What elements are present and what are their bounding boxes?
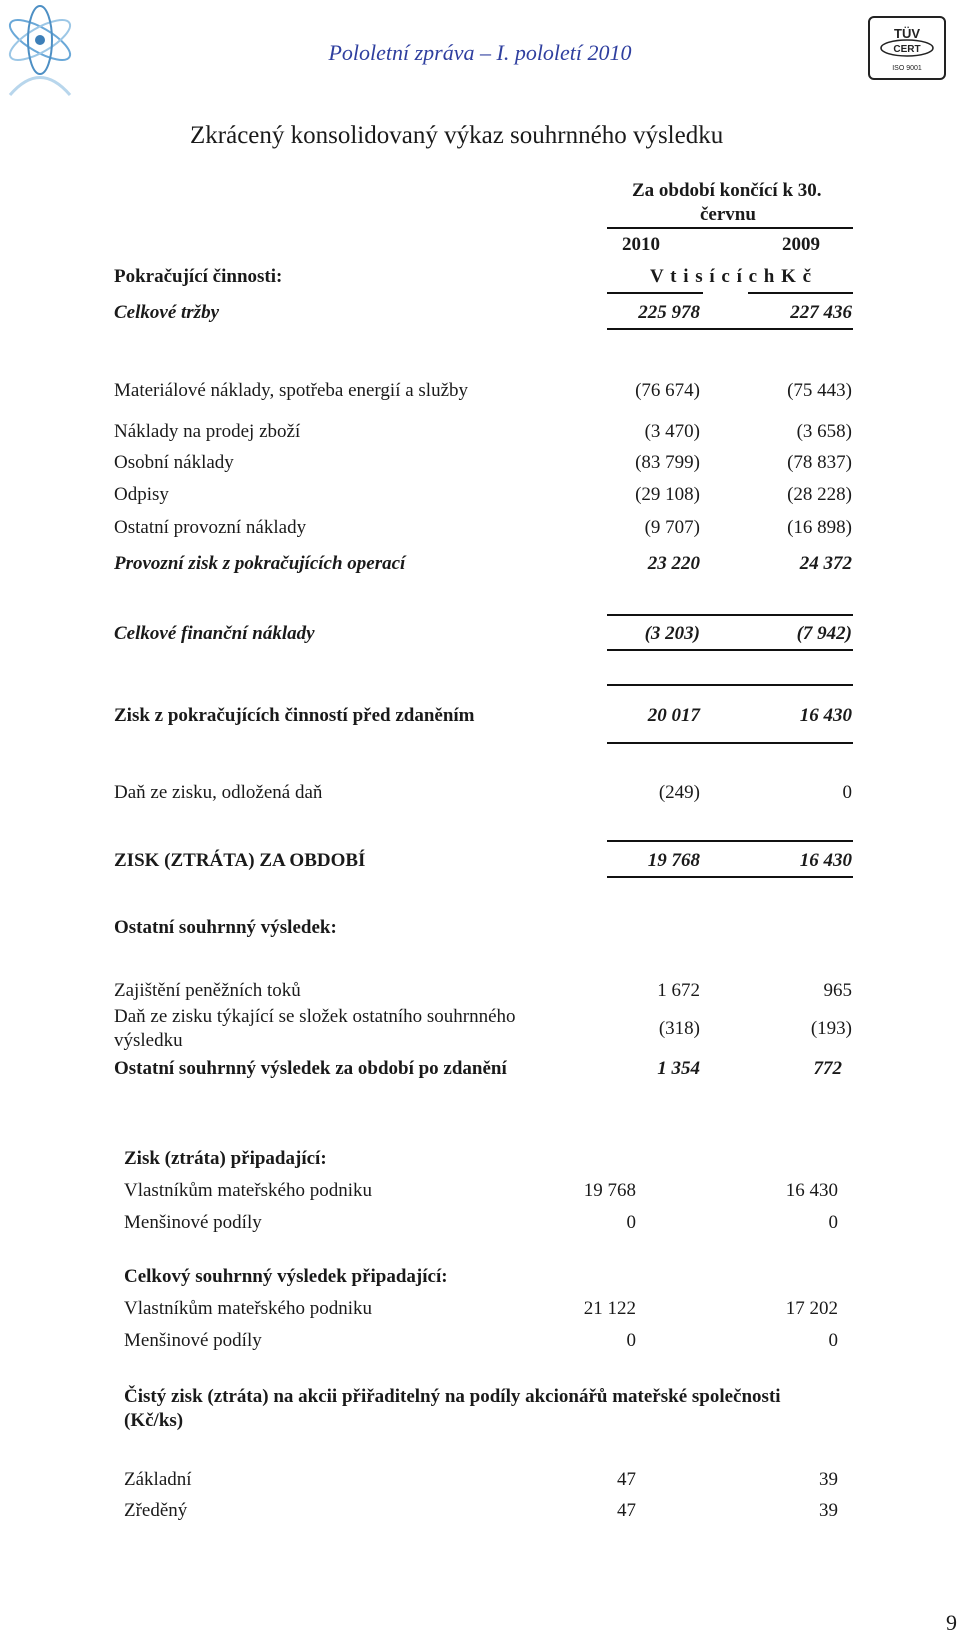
row-label: Vlastníkům mateřského podniku bbox=[124, 1180, 373, 1201]
value-2009: (28 228) bbox=[787, 484, 852, 505]
value-2010: 20 017 bbox=[647, 705, 700, 726]
row-label: Základní bbox=[124, 1469, 192, 1490]
value-2010: (83 799) bbox=[635, 452, 700, 473]
eps-heading-line1: Čistý zisk (ztráta) na akcii přiřaditelný na podíly akcionářů mateřské společnosti bbox=[124, 1386, 781, 1407]
row-label: Materiálové náklady, spotřeba energií a služby bbox=[114, 380, 469, 401]
value-2010: 23 220 bbox=[647, 553, 700, 574]
value-2009: (7 942) bbox=[796, 623, 852, 644]
row-label: ZISK (ZTRÁTA) ZA OBDOBÍ bbox=[114, 850, 366, 871]
value-2009: 16 430 bbox=[799, 705, 852, 726]
row-label: Vlastníkům mateřského podniku bbox=[124, 1298, 373, 1319]
rule bbox=[607, 742, 853, 744]
value-2009: 16 430 bbox=[785, 1180, 838, 1201]
value-2009: 772 bbox=[813, 1058, 842, 1079]
value-2009: (16 898) bbox=[787, 517, 852, 538]
rule bbox=[607, 649, 853, 651]
value-2009: 39 bbox=[819, 1469, 838, 1490]
units-rule-left bbox=[607, 292, 703, 294]
iso-text: ISO 9001 bbox=[892, 65, 922, 72]
value-2009: (75 443) bbox=[787, 380, 852, 401]
section-heading: Ostatní souhrnný výsledek: bbox=[114, 917, 337, 938]
value-2010: 1 672 bbox=[657, 980, 700, 1001]
value-2009: (193) bbox=[810, 1018, 852, 1039]
row-label-line2: výsledku bbox=[114, 1030, 183, 1051]
rule bbox=[607, 876, 853, 878]
row-label: Náklady na prodej zboží bbox=[114, 421, 301, 442]
value-2010: (9 707) bbox=[644, 517, 700, 538]
value-2010: (249) bbox=[658, 782, 700, 803]
value-2009: 227 436 bbox=[790, 302, 852, 323]
rule bbox=[607, 840, 853, 842]
value-2010: 19 768 bbox=[647, 850, 700, 871]
row-label: Daň ze zisku, odložená daň bbox=[114, 782, 323, 803]
value-2010: 1 354 bbox=[657, 1058, 700, 1079]
units-rule-right bbox=[748, 292, 853, 294]
value-2009: 39 bbox=[819, 1500, 838, 1521]
rule bbox=[607, 614, 853, 616]
value-2009: 16 430 bbox=[799, 850, 852, 871]
value-2010: 0 bbox=[626, 1212, 636, 1233]
value-2010: (29 108) bbox=[635, 484, 700, 505]
value-2009: (78 837) bbox=[787, 452, 852, 473]
value-2010: 19 768 bbox=[583, 1180, 636, 1201]
row-label: Celkové tržby bbox=[114, 302, 220, 323]
row-label: Ostatní souhrnný výsledek za období po zdanění bbox=[114, 1058, 507, 1079]
value-2009: 17 202 bbox=[785, 1298, 838, 1319]
year-2009-header: 2009 bbox=[782, 234, 820, 255]
profit-heading: Zisk (ztráta) připadající: bbox=[124, 1148, 327, 1169]
rule bbox=[607, 684, 853, 686]
value-2010: (3 203) bbox=[644, 623, 700, 644]
value-2009: (3 658) bbox=[796, 421, 852, 442]
value-2010: (76 674) bbox=[635, 380, 700, 401]
value-2010: 47 bbox=[617, 1500, 636, 1521]
row-label: Celkové finanční náklady bbox=[114, 623, 315, 644]
comprehensive-heading: Celkový souhrnný výsledek připadající: bbox=[124, 1266, 448, 1287]
row-label: Zředěný bbox=[124, 1500, 188, 1521]
value-2010: 47 bbox=[617, 1469, 636, 1490]
period-header-line1: Za období končící k 30. bbox=[632, 180, 822, 201]
eps-heading-line2: (Kč/ks) bbox=[124, 1410, 184, 1431]
report-header: Pololetní zpráva – I. pololetí 2010 bbox=[328, 40, 632, 65]
row-label: Menšinové podíly bbox=[124, 1212, 262, 1233]
total-rule bbox=[607, 328, 853, 330]
value-2009: 24 372 bbox=[799, 553, 852, 574]
value-2009: 0 bbox=[842, 782, 852, 803]
row-label: Provozní zisk z pokračujících operací bbox=[114, 553, 406, 574]
units-label: V t i s í c í c h K č bbox=[650, 266, 813, 287]
value-2009: 0 bbox=[828, 1330, 838, 1351]
cert-text: CERT bbox=[893, 44, 921, 55]
value-2010: 225 978 bbox=[638, 302, 700, 323]
period-header-line2: červnu bbox=[700, 204, 756, 225]
value-2009: 0 bbox=[828, 1212, 838, 1233]
row-label: Odpisy bbox=[114, 484, 169, 505]
value-2010: (318) bbox=[658, 1018, 700, 1039]
page-number: 9 bbox=[946, 1610, 957, 1635]
section-label: Pokračující činnosti: bbox=[114, 266, 283, 287]
value-2010: 0 bbox=[626, 1330, 636, 1351]
page-title: Zkrácený konsolidovaný výkaz souhrnného výsledku bbox=[190, 122, 724, 149]
row-label: Zisk z pokračujících činností před zdaněním bbox=[114, 705, 475, 726]
value-2010: (3 470) bbox=[644, 421, 700, 442]
row-label: Menšinové podíly bbox=[124, 1330, 262, 1351]
value-2010: 21 122 bbox=[583, 1298, 636, 1319]
row-label: Zajištění peněžních toků bbox=[114, 980, 301, 1001]
row-label-line1: Daň ze zisku týkající se složek ostatního souhrnného bbox=[114, 1006, 516, 1027]
year-2010-header: 2010 bbox=[622, 234, 660, 255]
value-2009: 965 bbox=[823, 980, 852, 1001]
tuv-text: TÜV bbox=[894, 26, 920, 41]
row-label: Osobní náklady bbox=[114, 452, 234, 473]
row-label: Ostatní provozní náklady bbox=[114, 517, 307, 538]
header-rule bbox=[607, 227, 853, 229]
